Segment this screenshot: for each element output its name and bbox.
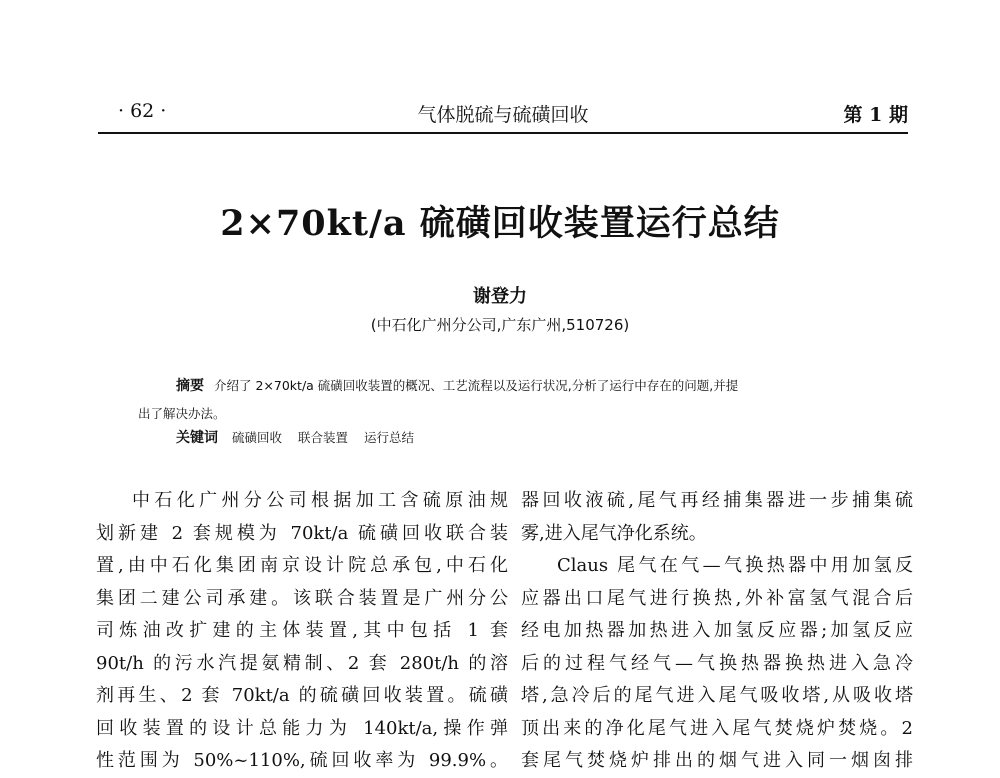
body-line: 器回收液硫,尾气再经捕集器进一步捕集硫 <box>521 490 913 511</box>
body-column-right <box>521 485 913 778</box>
abstract-line-1 <box>138 372 888 400</box>
body-line: 90t/h 的污水汽提氨精制、2 套 280t/h 的溶 <box>96 652 508 674</box>
body-line: 雾,进入尾气净化系统。 <box>521 522 707 544</box>
body-line: Claus 尾气在气—气换热器中用加氢反 <box>557 555 913 576</box>
abstract <box>138 372 888 427</box>
body-line: 回收装置的设计总能力为 140kt/a,操作弹 <box>96 717 508 739</box>
header-rule <box>98 132 908 134</box>
body-line: 集团二建公司承建。该联合装置是广州分公 <box>96 587 508 609</box>
article-title: 2×70kt/a 硫磺回收装置运行总结 <box>220 203 780 244</box>
body-line: 后的过程气经气—气换热器换热进入急冷 <box>521 652 913 674</box>
abstract-text-1: 介绍了 2×70kt/a 硫磺回收装置的概况、工艺流程以及运行状况,分析了运行中存在的问题,并提 <box>214 378 739 393</box>
journal-name: 气体脱硫与硫磺回收 <box>417 104 589 126</box>
body-line: 司炼油改扩建的主体装置,其中包括 1 套 <box>96 620 508 641</box>
body-line: 性范围为 50%~110%,硫回收率为 99.9%。 <box>96 750 508 771</box>
body-line: 中石化广州分公司根据加工含硫原油规 <box>132 490 508 511</box>
body-line: 经电加热器加热进入加氢反应器;加氢反应 <box>521 620 913 641</box>
keyword-item: 运行总结 <box>363 430 414 445</box>
body-column-left <box>96 485 508 778</box>
body-line: 应器出口尾气进行换热,外补富氢气混合后 <box>521 587 913 609</box>
body-line: 塔,急冷后的尾气进入尾气吸收塔,从吸收塔 <box>521 685 913 706</box>
keyword-item: 硫磺回收 <box>231 430 282 445</box>
page-number: · 62 · <box>118 100 167 122</box>
issue-number: 第 1 期 <box>843 104 908 126</box>
body-line: 置,由中石化集团南京设计院总承包,中石化 <box>96 555 508 576</box>
body-line: 剂再生、2 套 70kt/a 的硫磺回收装置。硫磺 <box>96 685 508 706</box>
author-name: 谢登力 <box>473 286 527 307</box>
abstract-text-2: 出了解决办法。 <box>138 406 226 421</box>
abstract-label: 摘要 <box>176 378 204 394</box>
author-affiliation: (中石化广州分公司,广东广州,510726) <box>370 316 630 334</box>
keyword-item: 联合装置 <box>297 430 348 445</box>
body-line: 套尾气焚烧炉排出的烟气进入同一烟囱排 <box>521 750 913 771</box>
body-line: 划新建 2 套规模为 70kt/a 硫磺回收联合装 <box>96 522 508 544</box>
body-line: 顶出来的净化尾气进入尾气焚烧炉焚烧。2 <box>521 717 913 739</box>
running-header <box>98 98 908 130</box>
keywords <box>176 427 426 447</box>
keywords-label: 关键词 <box>176 430 218 446</box>
